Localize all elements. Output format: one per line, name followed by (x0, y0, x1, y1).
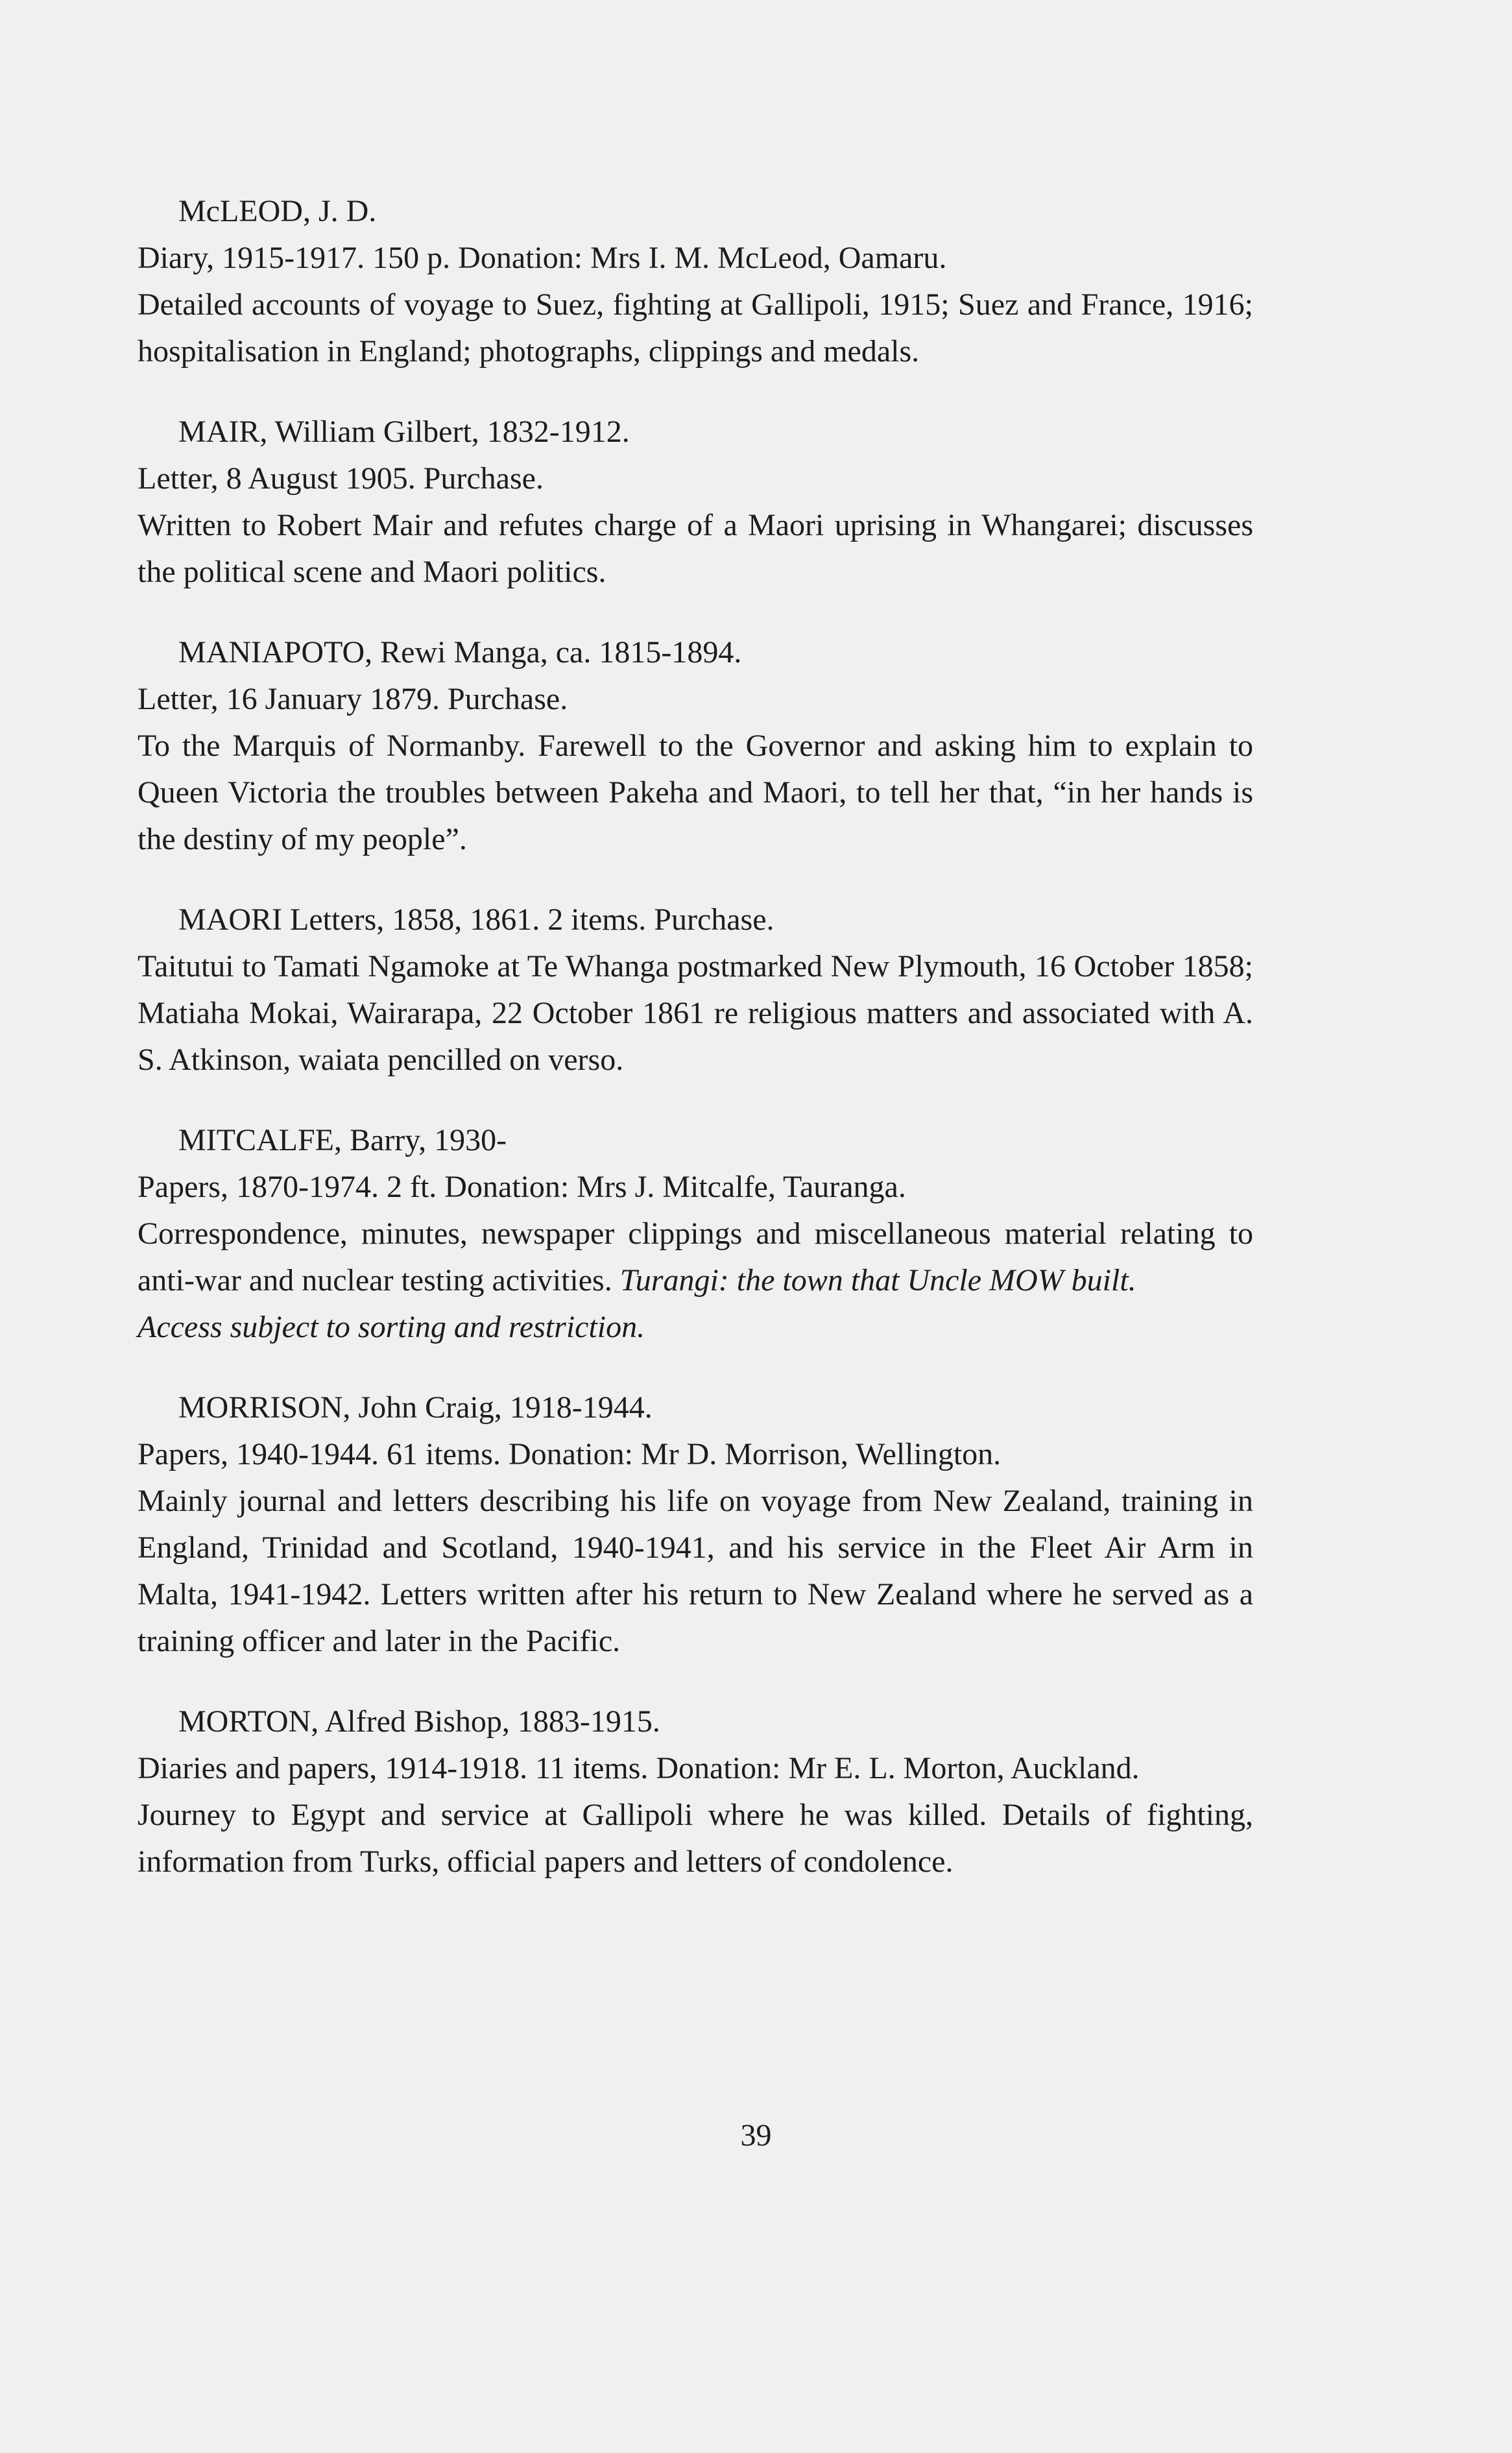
entry-details: Diary, 1915-1917. 150 p. Donation: Mrs I. M. McLeod, Oamaru. (138, 241, 947, 275)
page-number: 39 (740, 2118, 772, 2153)
entry-heading: MAORI Letters, 1858, 1861. 2 items. Purchase. (178, 902, 774, 937)
entry-morrison (138, 1384, 1253, 1665)
entry-details: Papers, 1940-1944. 61 items. Donation: Mr D. Morrison, Wellington. (138, 1437, 1002, 1471)
catalogue-page (138, 188, 1253, 1919)
publication-title: Turangi: the town that Uncle MOW built. (619, 1263, 1136, 1298)
entry-description: Journey to Egypt and service at Gallipoli where he was killed. Details of fighting, information from Turks, official papers and letters of condolence. (138, 1798, 1253, 1879)
entry-heading: MORTON, Alfred Bishop, 1883-1915. (178, 1704, 660, 1739)
entry-heading: MORRISON, John Craig, 1918-1944. (178, 1390, 653, 1425)
entry-heading: MAIR, William Gilbert, 1832-1912. (178, 415, 630, 449)
access-note: Access subject to sorting and restriction. (138, 1310, 645, 1344)
entry-mitcalfe (138, 1117, 1253, 1351)
entry-heading: MITCALFE, Barry, 1930- (178, 1123, 507, 1157)
entry-description: Mainly journal and letters describing his life on voyage from New Zealand, training in England, Trinidad and Scotland, 1940-1941, and his service in the Fleet Air Arm in Malta, 1941-1942. Letters written after his return to New Zealand where he served as a training officer and later in the Pacific. (138, 1484, 1253, 1658)
entry-details: Letter, 8 August 1905. Purchase. (138, 461, 544, 496)
entry-description: Written to Robert Mair and refutes charge of a Maori uprising in Whangarei; discusses the political scene and Maori politics. (138, 508, 1253, 589)
entry-details: Letter, 16 January 1879. Purchase. (138, 682, 568, 716)
entry-morton (138, 1698, 1253, 1885)
entry-mair (138, 409, 1253, 596)
entry-heading: MANIAPOTO, Rewi Manga, ca. 1815-1894. (178, 635, 742, 670)
entry-details: Papers, 1870-1974. 2 ft. Donation: Mrs J. Mitcalfe, Tauranga. (138, 1170, 906, 1204)
entry-maniapoto (138, 629, 1253, 863)
entry-maori-letters (138, 897, 1253, 1083)
entry-description-text: Correspondence, minutes, newspaper clippings and miscellaneous material relating to anti-war and nuclear testing activities. (138, 1216, 1253, 1298)
entry-heading: McLEOD, J. D. (178, 194, 377, 228)
entry-description: Detailed accounts of voyage to Suez, fighting at Gallipoli, 1915; Suez and France, 1916; hospitalisation in England; photographs, clippings and medals. (138, 287, 1253, 369)
entry-mcleod (138, 188, 1253, 375)
entry-description: To the Marquis of Normanby. Farewell to the Governor and asking him to explain to Queen Victoria the troubles between Pakeha and Maori, to tell her that, “in her hands is the destiny of my people”. (138, 729, 1253, 856)
entry-description: Taitutui to Tamati Ngamoke at Te Whanga postmarked New Plymouth, 16 October 1858; Matiaha Mokai, Wairarapa, 22 October 1861 re religious matters and associated with A. S. Atkinson, waiata pencilled on verso. (138, 949, 1253, 1077)
entry-details: Diaries and papers, 1914-1918. 11 items. Donation: Mr E. L. Morton, Auckland. (138, 1751, 1140, 1785)
entry-description (138, 1211, 1253, 1304)
